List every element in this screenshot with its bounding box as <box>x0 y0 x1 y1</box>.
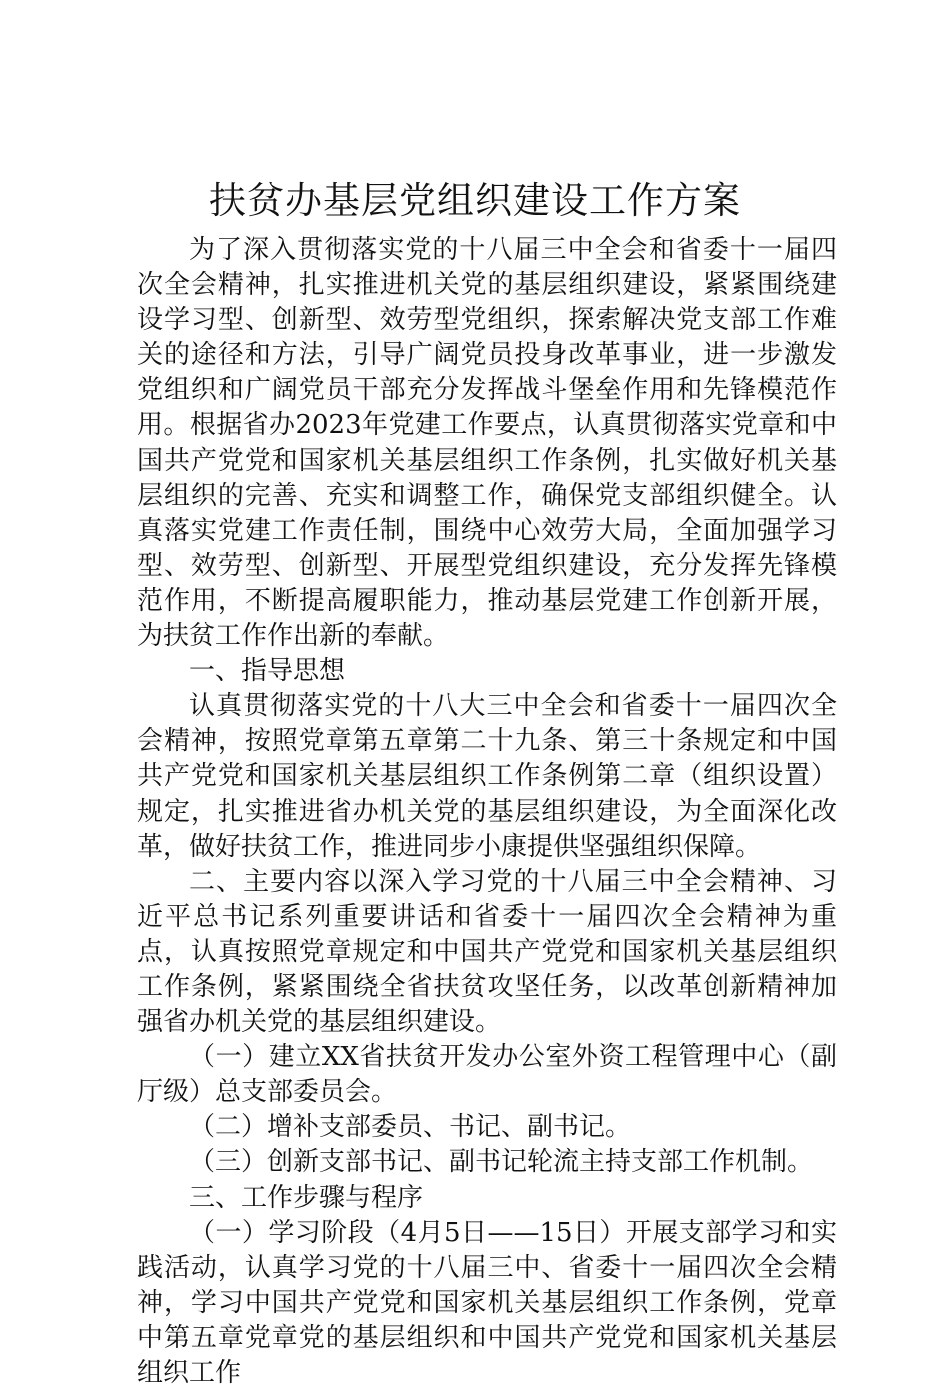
section-heading-guiding-thought: 一、指导思想 <box>189 656 346 687</box>
list-item-rotation-mechanism: （三）创新支部书记、副书记轮流主持支部工作机制。 <box>189 1147 814 1178</box>
main-content-paragraph: 二、主要内容以深入学习党的十八届三中全会精神、习近平总书记系列重要讲话和省委十一届四次全会精神为重点，认真按照党章规定和中国共产党党和国家机关基层组织工作条例，紧紧围绕全省扶贫攻坚任务，以改革创新精神加强省办机关党的基层组织建设。 <box>137 866 837 1038</box>
section-heading-work-steps: 三、工作步骤与程序 <box>189 1182 424 1213</box>
document-body <box>137 233 837 1391</box>
document-title: 扶贫办基层党组织建设工作方案 <box>209 179 741 222</box>
study-phase-paragraph: （一）学习阶段（4月5日——15日）开展支部学习和实践活动，认真学习党的十八届三中、省委十一届四次全会精神，学习中国共产党党和国家机关基层组织工作条例，党章中第五章党章党的基层组织和中国共产党党和国家机关基层组织工作 <box>137 1217 837 1388</box>
list-item-add-members: （二）增补支部委员、书记、副书记。 <box>189 1112 632 1143</box>
guiding-thought-paragraph: 认真贯彻落实党的十八大三中全会和省委十一届四次全会精神，按照党章第五章第二十九条、第三十条规定和中国共产党党和国家机关基层组织工作条例第二章（组织设置）规定，扎实推进省办机关党的基层组织建设，为全面深化改革，做好扶贫工作，推进同步小康提供坚强组织保障。 <box>137 691 837 862</box>
list-item-establish-committee: （一）建立XX省扶贫开发办公室外资工程管理中心（副厅级）总支部委员会。 <box>137 1042 837 1108</box>
intro-paragraph: 为了深入贯彻落实党的十八届三中全会和省委十一届四次全会精神，扎实推进机关党的基层组织建设，紧紧围绕建设学习型、创新型、效劳型党组织，探索解决党支部工作难关的途径和方法，引导广阔党员投身改革事业，进一步激发党组织和广阔党员干部充分发挥战斗堡垒作用和先锋模范作用。根据省办2023年党建工作要点，认真贯彻落实党章和中国共产党党和国家机关基层组织工作条例，扎实做好机关基层组织的完善、充实和调整工作，确保党支部组织健全。认真落实党建工作责任制，围绕中心效劳大局，全面加强学习型、效劳型、创新型、开展型党组织建设，充分发挥先锋模范作用，不断提高履职能力，推动基层党建工作创新开展，为扶贫工作作出新的奉献。 <box>137 235 837 652</box>
